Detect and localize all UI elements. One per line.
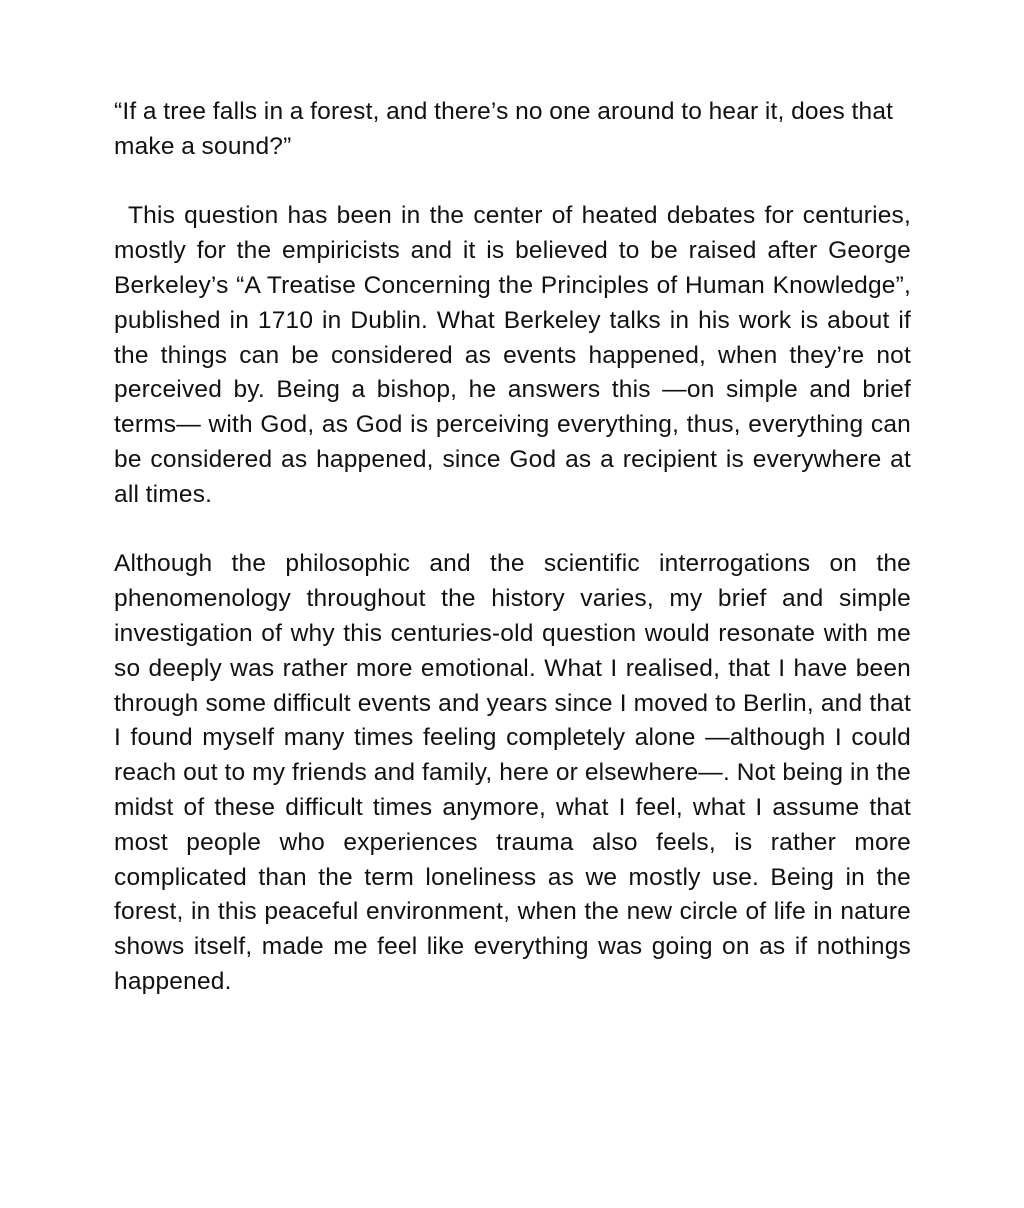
berkeley-paragraph: This question has been in the center of heated debates for centuries, mostly for the empiricists and it is believed to be raised after George Berkeley’s “A Treatise Concerning the Principles of Human Knowledge”, published in 1710 in Dublin. What Berkeley talks in his work is about if the things can be considered as events happened, when they’re not perceived by. Being a bishop, he answers this —on simple and brief terms— with God, as God is perceiving everything, thus, everything can be considered as happened, since God as a recipient is everywhere at all times. [114,202,911,508]
opening-quote-paragraph: “If a tree falls in a forest, and there’s no one around to hear it, does that make a sound?” [114,98,894,160]
document-body [114,95,911,1035]
personal-reflection-paragraph: Although the philosophic and the scientific interrogations on the phenomenology throughout the history varies, my brief and simple investigation of why this centuries-old question would resonate with me so deeply was rather more emotional. What I realised, that I have been through some difficult events and years since I moved to Berlin, and that I found myself many times feeling completely alone —although I could reach out to my friends and family, here or elsewhere—. Not being in the midst of these difficult times anymore, what I feel, what I assume that most people who experiences trauma also feels, is rather more complicated than the term loneliness as we mostly use. Being in the forest, in this peaceful environment, when the new circle of life in nature shows itself, made me feel like everything was going on as if nothings happened. [114,550,911,995]
